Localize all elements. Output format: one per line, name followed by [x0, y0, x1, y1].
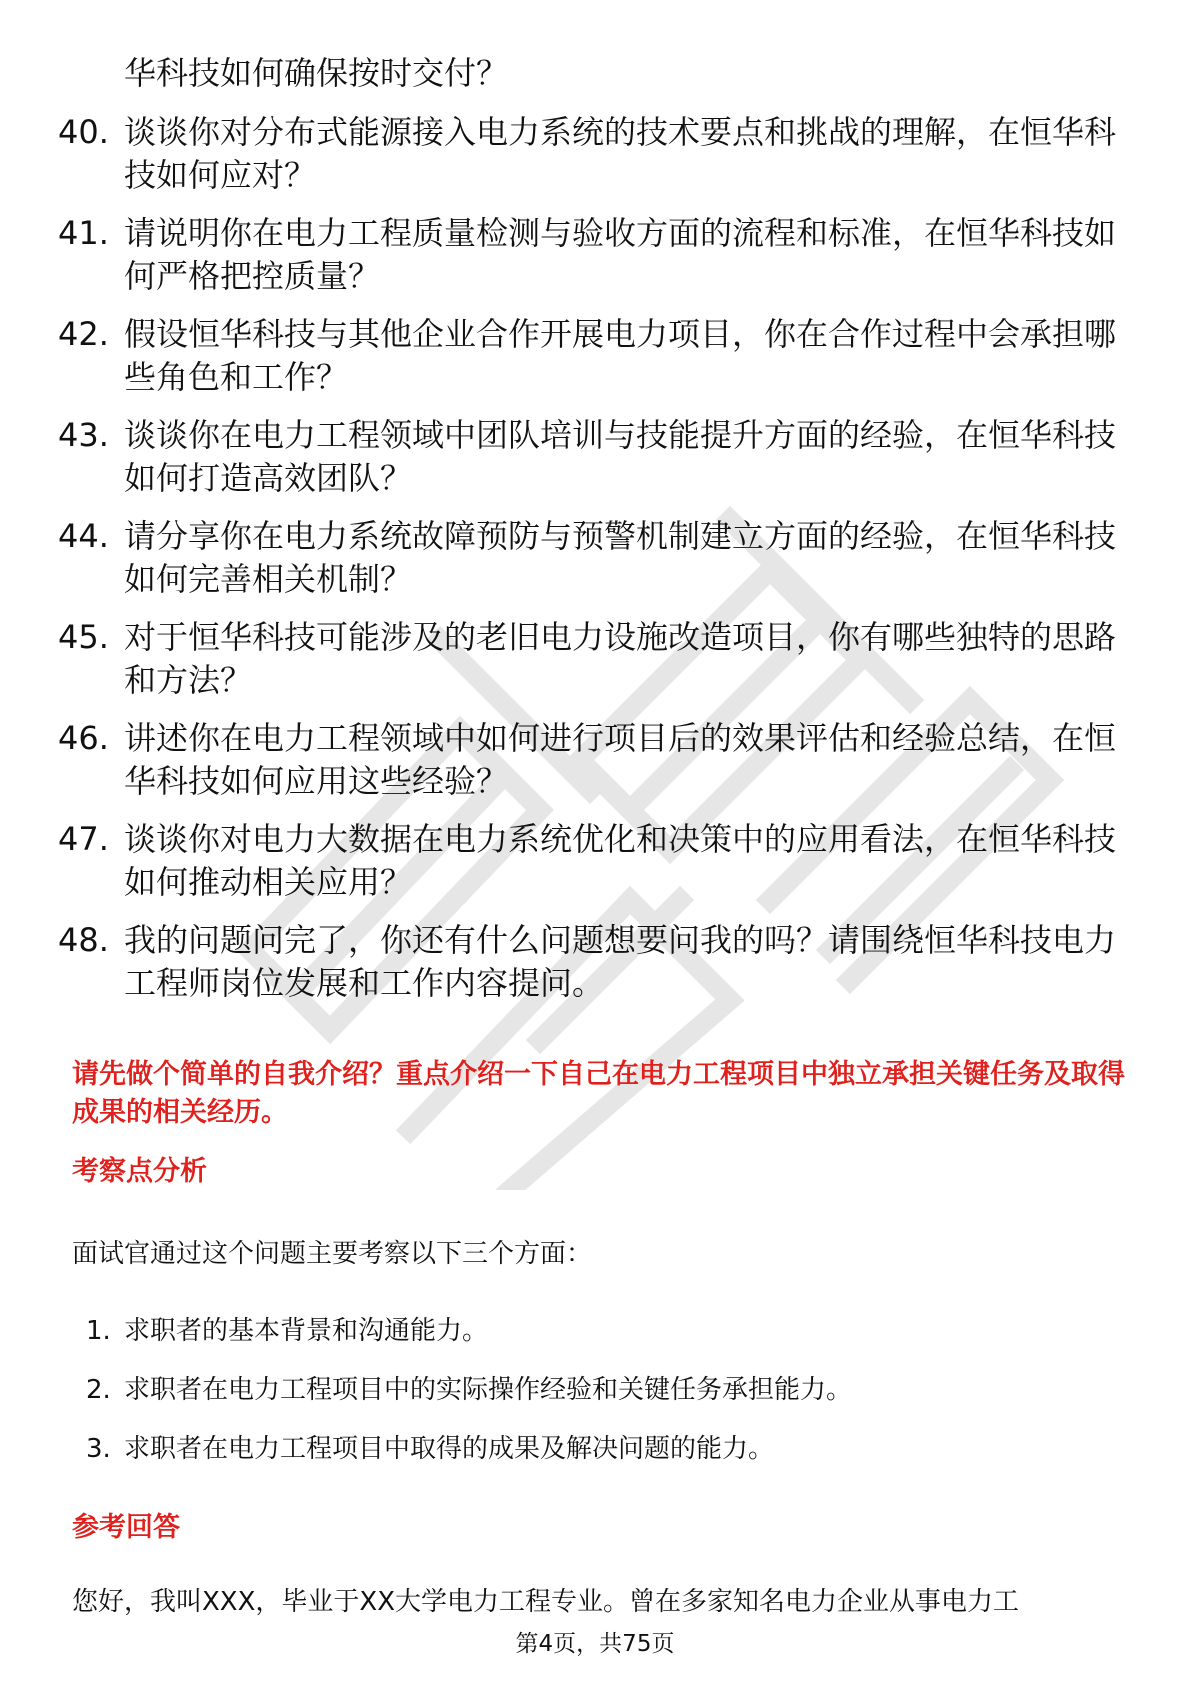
question-text: 请分享你在电力系统故障预防与预警机制建立方面的经验，在恒华科技如何完善相关机制？: [124, 517, 1117, 598]
question-number: 47.: [58, 820, 109, 858]
question-text: 假设恒华科技与其他企业合作开展电力项目，你在合作过程中会承担哪些角色和工作？: [124, 315, 1117, 396]
answer-text: 您好，我叫XXX，毕业于XX大学电力工程专业。曾在多家知名电力企业从事电力工: [72, 1587, 1020, 1617]
question-number: 43.: [58, 416, 109, 454]
question-text: 请说明你在电力工程质量检测与验收方面的流程和标准，在恒华科技如何严格把控质量？: [124, 214, 1117, 295]
question-item: [58, 818, 1138, 904]
answer-heading: 参考回答: [72, 1512, 180, 1543]
point-text: 求职者在电力工程项目中的实际操作经验和关键任务承担能力。: [124, 1375, 853, 1405]
point-number: 3.: [86, 1434, 111, 1464]
question-number: 48.: [58, 921, 109, 959]
question-list: [58, 52, 1138, 1020]
question-text: 我的问题问完了，你还有什么问题想要问我的吗？请围绕恒华科技电力工程师岗位发展和工作内容提问。: [124, 921, 1117, 1002]
question-item: [58, 414, 1138, 500]
point-number: 2.: [86, 1375, 111, 1405]
question-text: 讲述你在电力工程领域中如何进行项目后的效果评估和经验总结，在恒华科技如何应用这些经验？: [124, 719, 1117, 800]
question-number: 46.: [58, 719, 109, 757]
question-item-continued: [58, 52, 1138, 95]
question-text: 对于恒华科技可能涉及的老旧电力设施改造项目，你有哪些独特的思路和方法？: [124, 618, 1117, 699]
question-number: 44.: [58, 517, 109, 555]
question-text: 华科技如何确保按时交付？: [124, 54, 509, 92]
question-item: [58, 111, 1138, 197]
analysis-point: [86, 1372, 1126, 1408]
featured-question: 请先做个简单的自我介绍？重点介绍一下自己在电力工程项目中独立承担关键任务及取得成果的相关经历。: [72, 1059, 1125, 1128]
point-text: 求职者的基本背景和沟通能力。: [124, 1316, 489, 1346]
page-footer: 第4页，共75页: [515, 1631, 675, 1657]
question-item: [58, 212, 1138, 298]
analysis-heading: 考察点分析: [72, 1156, 207, 1187]
point-number: 1.: [86, 1316, 111, 1346]
question-number: 40.: [58, 113, 109, 151]
analysis-intro: 面试官通过这个问题主要考察以下三个方面：: [72, 1239, 593, 1269]
question-number: 42.: [58, 315, 109, 353]
question-item: [58, 717, 1138, 803]
question-item: [58, 616, 1138, 702]
question-item: [58, 313, 1138, 399]
analysis-point: [86, 1313, 1126, 1349]
question-text: 谈谈你在电力工程领域中团队培训与技能提升方面的经验，在恒华科技如何打造高效团队？: [124, 416, 1117, 497]
question-text: 谈谈你对分布式能源接入电力系统的技术要点和挑战的理解，在恒华科技如何应对？: [124, 113, 1117, 194]
question-item: [58, 919, 1138, 1005]
question-number: 41.: [58, 214, 109, 252]
analysis-point: [86, 1431, 1126, 1467]
point-text: 求职者在电力工程项目中取得的成果及解决问题的能力。: [124, 1434, 775, 1464]
analysis-points: [86, 1313, 1126, 1490]
question-item: [58, 515, 1138, 601]
question-text: 谈谈你对电力大数据在电力系统优化和决策中的应用看法，在恒华科技如何推动相关应用？: [124, 820, 1117, 901]
question-number: 45.: [58, 618, 109, 656]
